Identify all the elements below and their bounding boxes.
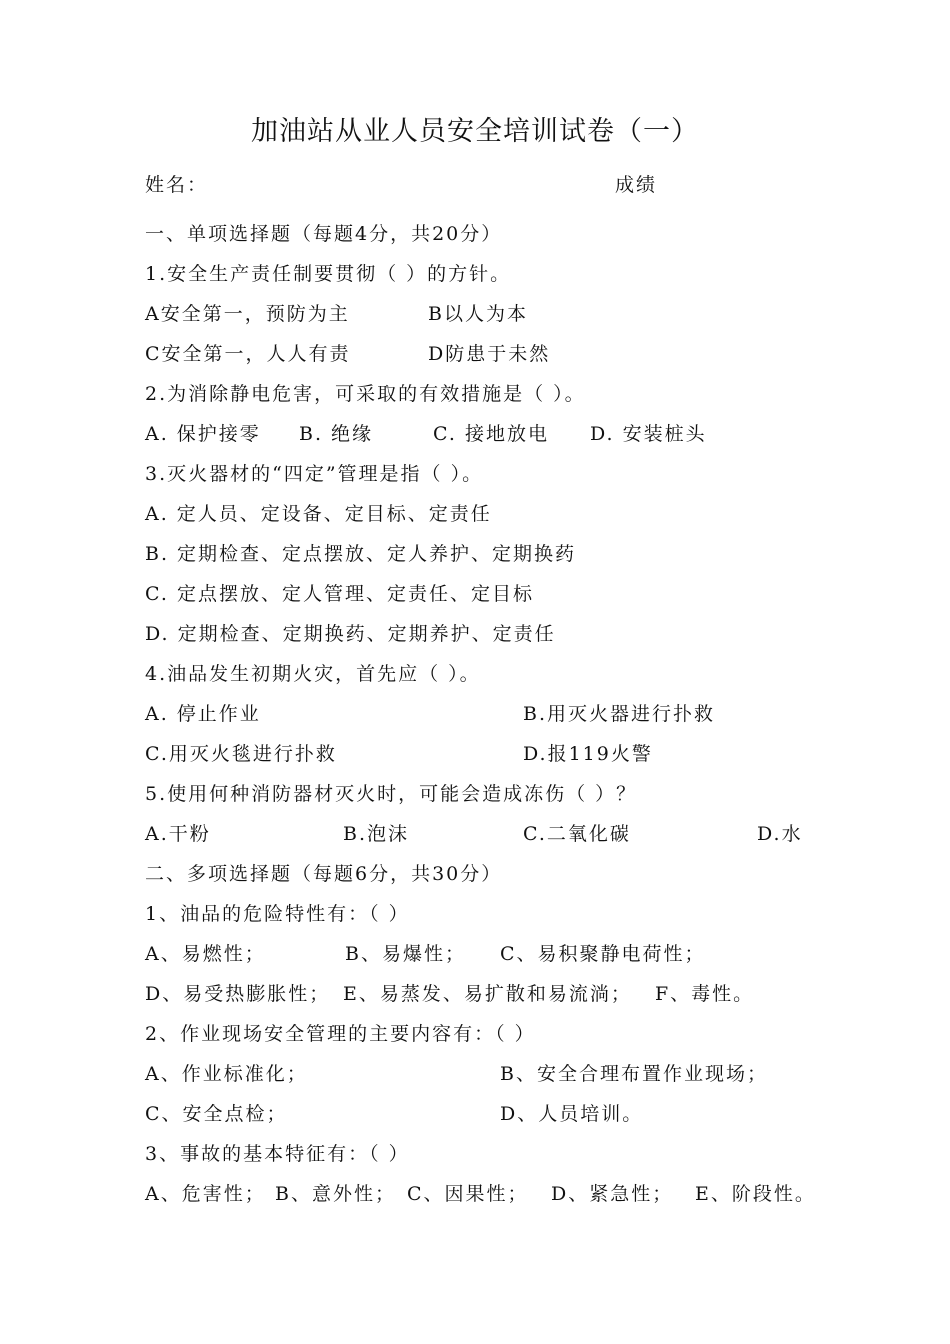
option: B、易爆性； <box>345 943 466 965</box>
name-label: 姓名： <box>145 174 209 196</box>
question-stem: 2、作业现场安全管理的主要内容有：（ ） <box>145 1023 536 1045</box>
option: A、危害性； <box>145 1183 266 1205</box>
option: C、易积聚静电荷性； <box>500 943 706 965</box>
option: D. 定期检查、定期换药、定期养护、定责任 <box>145 623 556 645</box>
section2-heading: 二、多项选择题（每题6分，共30分） <box>145 863 503 885</box>
option: D、紧急性； <box>551 1183 674 1205</box>
section1-heading: 一、单项选择题（每题4分，共20分） <box>145 223 503 245</box>
option: E、阶段性。 <box>695 1183 816 1205</box>
option: B、意外性； <box>275 1183 396 1205</box>
option: C. 定点摆放、定人管理、定责任、定目标 <box>145 583 534 605</box>
option: B. 定期检查、定点摆放、定人养护、定期换药 <box>145 543 577 565</box>
score-label: 成绩 <box>615 174 658 196</box>
option: D、易受热膨胀性； <box>145 983 331 1005</box>
option: D、人员培训。 <box>500 1103 644 1125</box>
option: A. 保护接零 <box>145 423 261 445</box>
option: C.二氧化碳 <box>523 823 631 845</box>
option: D. 安装桩头 <box>590 423 707 445</box>
question-stem: 3、事故的基本特征有：（ ） <box>145 1143 410 1165</box>
page-title: 加油站从业人员安全培训试卷（一） <box>251 116 699 147</box>
option: A、易燃性； <box>145 943 266 965</box>
option: A.干粉 <box>145 823 211 845</box>
option: D.报119火警 <box>523 743 653 765</box>
question-stem: 1.安全生产责任制要贯彻（ ）的方针。 <box>145 263 512 285</box>
question-stem: 4.油品发生初期火灾，首先应（ ）。 <box>145 663 481 685</box>
option: A、作业标准化； <box>145 1063 308 1085</box>
option: B.泡沫 <box>343 823 410 845</box>
option: B.用灭火器进行扑救 <box>523 703 716 725</box>
question-stem: 5.使用何种消防器材灭火时，可能会造成冻伤（ ）？ <box>145 783 638 805</box>
option: D.水 <box>757 823 803 845</box>
option: D防患于未然 <box>428 343 551 365</box>
option: C安全第一，人人有责 <box>145 343 351 365</box>
question-stem: 1、油品的危险特性有：（ ） <box>145 903 410 925</box>
option: C.用灭火毯进行扑救 <box>145 743 337 765</box>
option: C、安全点检； <box>145 1103 288 1125</box>
option: C、因果性； <box>407 1183 529 1205</box>
option: A安全第一，预防为主 <box>145 303 350 325</box>
option: F、毒性。 <box>655 983 755 1005</box>
option: E、易蒸发、易扩散和易流淌； <box>343 983 632 1005</box>
option: C. 接地放电 <box>433 423 549 445</box>
question-stem: 2.为消除静电危害，可采取的有效措施是（ ）。 <box>145 383 586 405</box>
question-stem: 3.灭火器材的“四定”管理是指（ ）。 <box>145 463 484 485</box>
option: B以人为本 <box>428 303 528 325</box>
option: A. 停止作业 <box>145 703 261 725</box>
option: B. 绝缘 <box>299 423 374 445</box>
option: B、安全合理布置作业现场； <box>500 1063 768 1085</box>
option: A. 定人员、定设备、定目标、定责任 <box>145 503 492 525</box>
